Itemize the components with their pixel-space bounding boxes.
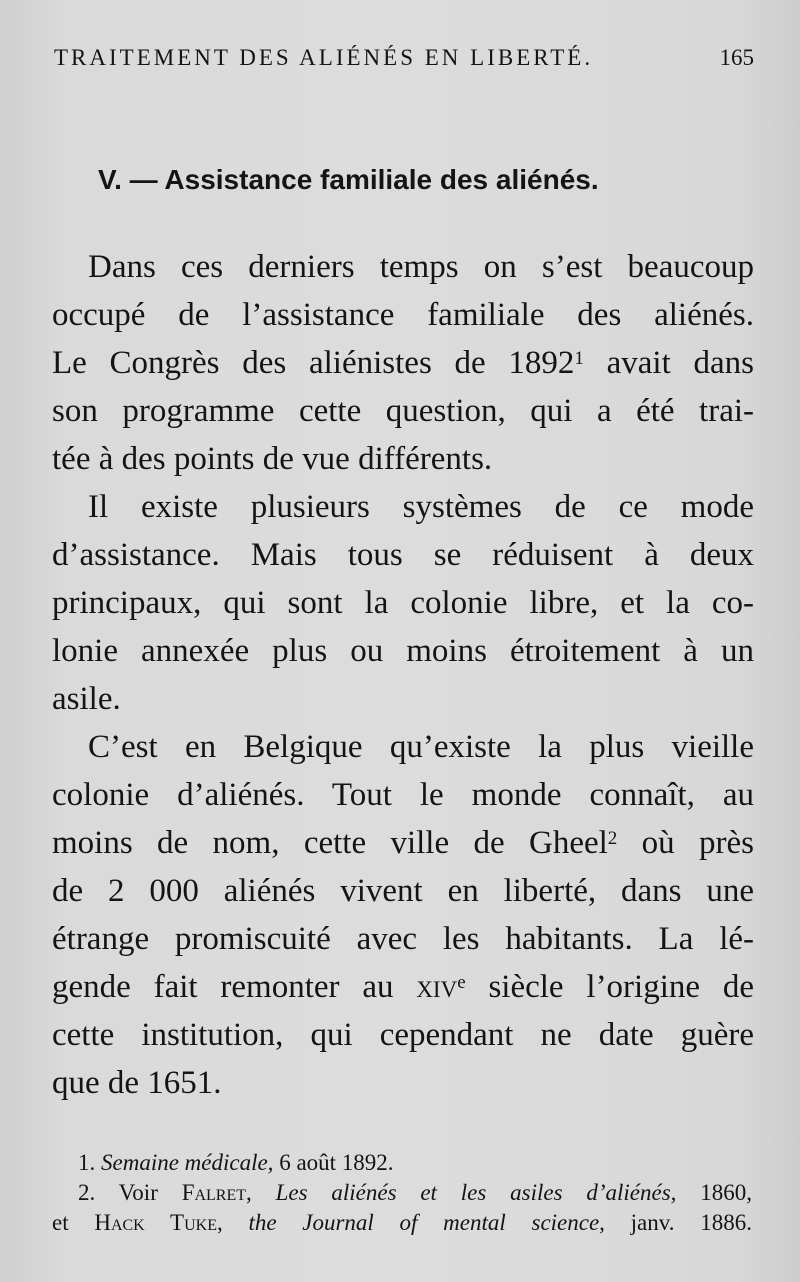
footnote-2-line-1: [52, 1178, 752, 1208]
text-line: Dans ces derniers temps on s’est beaucoup: [88, 249, 754, 285]
footnote-text: Voir: [95, 1180, 182, 1205]
footnote-source-title: Semaine médicale,: [101, 1150, 274, 1175]
text-line: tée à des points de vue différents.: [52, 441, 493, 477]
page-number: 165: [719, 45, 754, 70]
footnote-text: janv. 1886.: [604, 1210, 752, 1235]
text-line: de 2 000 aliénés vivent en liberté, dans une: [52, 873, 754, 909]
footnotes: [52, 1148, 752, 1238]
footnote-number: 1.: [78, 1150, 96, 1175]
text-line: [52, 819, 754, 867]
section-heading: V. — Assistance familiale des aliénés.: [98, 164, 599, 195]
footnote-text: 1860,: [676, 1180, 753, 1205]
text-line: [52, 963, 754, 1011]
paragraph-2: [52, 483, 754, 723]
text-line: asile.: [52, 681, 121, 717]
footnote-text: 6 août 1892.: [273, 1150, 394, 1175]
text-line: lonie annexée plus ou moins étroitement à un: [52, 633, 754, 669]
text-line: [52, 339, 754, 387]
text-segment: siècle l’origine de: [465, 969, 754, 1005]
footnote-ref-1[interactable]: 1: [574, 348, 584, 369]
author-name: Hack Tuke,: [94, 1210, 223, 1235]
paragraph-3: [52, 723, 754, 1107]
text-line: C’est en Belgique qu’existe la plus vieille: [88, 729, 754, 765]
paragraph-1: [52, 243, 754, 483]
text-line: Il existe plusieurs systèmes de ce mode: [88, 489, 754, 525]
text-segment: où près: [617, 825, 754, 861]
running-head-title: TRAITEMENT DES ALIÉNÉS EN LIBERTÉ.: [54, 45, 594, 70]
body-text: [52, 243, 754, 1107]
century-numeral: xiv: [416, 969, 458, 1005]
footnote-text: et: [52, 1210, 95, 1235]
text-line: d’assistance. Mais tous se réduisent à deux: [52, 537, 754, 573]
footnote-source-title: the Journal of mental science,: [222, 1210, 605, 1235]
ordinal-suffix: e: [457, 972, 466, 993]
footnote-2-line-2: [52, 1208, 752, 1238]
text-segment: Le Congrès des aliénistes de 1892: [52, 345, 575, 381]
text-segment: avait dans: [583, 345, 754, 381]
text-line: principaux, qui sont la colonie libre, et la co-: [52, 585, 754, 621]
text-line: son programme cette question, qui a été trai-: [52, 393, 754, 429]
footnote-number: 2.: [78, 1180, 96, 1205]
text-line: occupé de l’assistance familiale des aliénés.: [52, 297, 754, 333]
author-name: Falret,: [181, 1180, 252, 1205]
text-line: que de 1651.: [52, 1065, 222, 1101]
text-line: cette institution, qui cependant ne date guère: [52, 1017, 754, 1053]
text-segment: moins de nom, cette ville de Gheel: [52, 825, 608, 861]
text-segment: gende fait remonter au: [52, 969, 417, 1005]
running-head: [54, 40, 754, 76]
text-line: colonie d’aliénés. Tout le monde connaît, au: [52, 777, 754, 813]
text-line: étrange promiscuité avec les habitants. La lé-: [52, 921, 754, 957]
footnote-1: [52, 1148, 752, 1178]
footnote-source-title: Les aliénés et les asiles d’aliénés,: [251, 1180, 677, 1205]
footnote-ref-2[interactable]: 2: [607, 828, 618, 849]
